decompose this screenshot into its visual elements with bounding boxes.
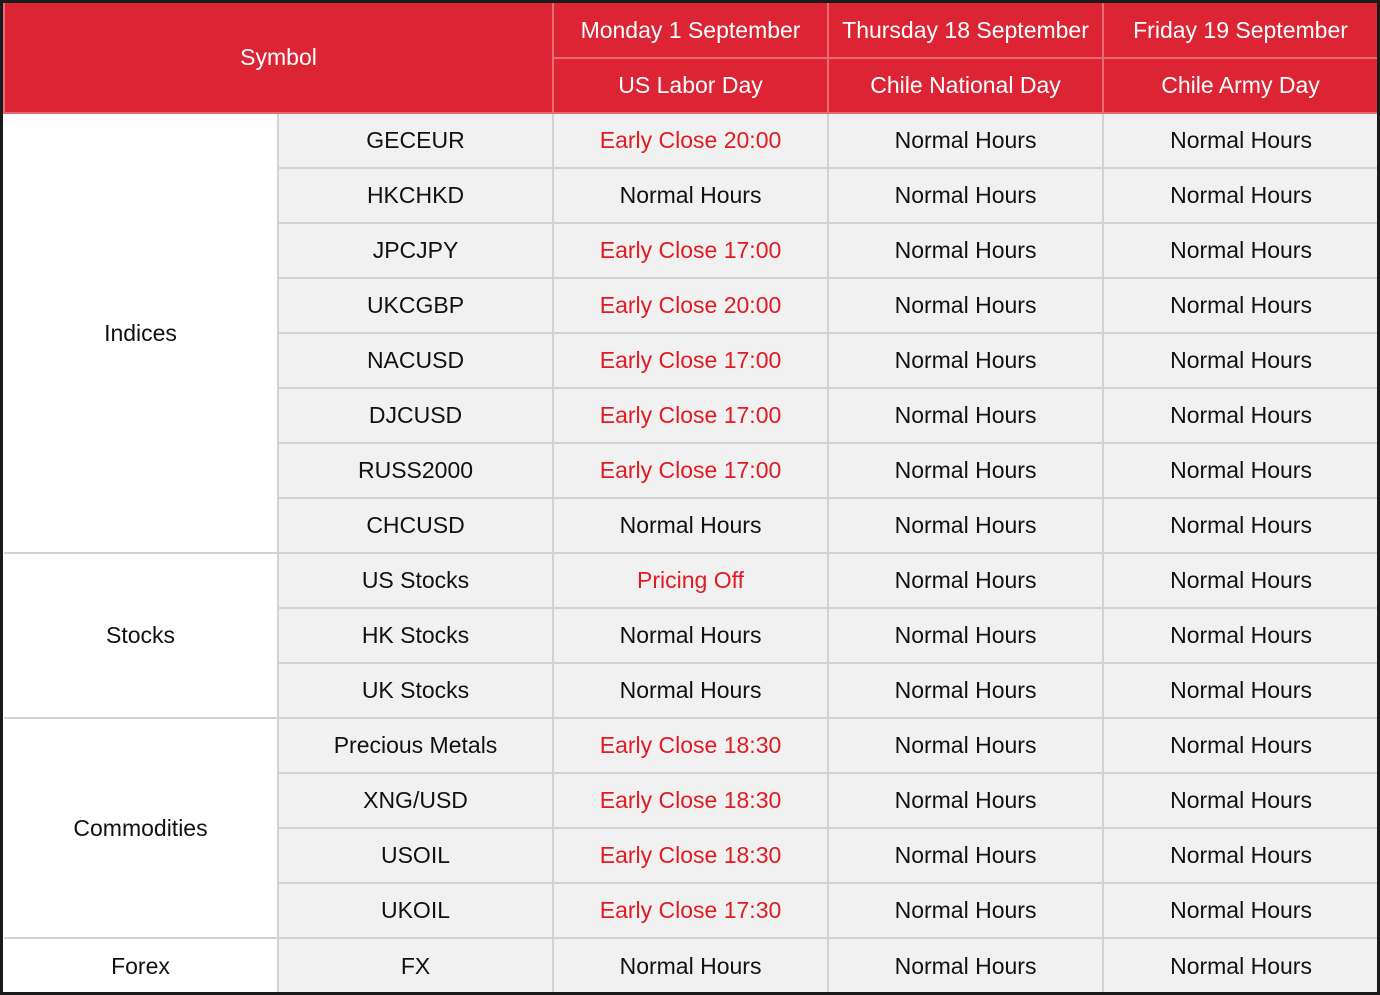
symbol-cell: UK Stocks — [278, 663, 553, 718]
trading-status-cell: Normal Hours — [1103, 388, 1378, 443]
trading-status-cell: Normal Hours — [828, 663, 1103, 718]
trading-status-cell: Early Close 20:00 — [553, 278, 828, 333]
trading-status-cell: Normal Hours — [828, 388, 1103, 443]
trading-status-cell: Normal Hours — [1103, 828, 1378, 883]
trading-status-cell: Normal Hours — [828, 443, 1103, 498]
trading-status-cell: Pricing Off — [553, 553, 828, 608]
symbol-cell: UKCGBP — [278, 278, 553, 333]
trading-status-cell: Normal Hours — [828, 718, 1103, 773]
trading-status-cell: Normal Hours — [553, 938, 828, 993]
table-row — [4, 553, 1378, 608]
trading-status-cell: Normal Hours — [1103, 113, 1378, 168]
category-cell: Indices — [4, 113, 278, 553]
trading-status-cell: Normal Hours — [1103, 278, 1378, 333]
trading-status-cell: Normal Hours — [828, 773, 1103, 828]
trading-status-cell: Normal Hours — [1103, 773, 1378, 828]
trading-status-cell: Early Close 17:00 — [553, 223, 828, 278]
trading-status-cell: Normal Hours — [828, 938, 1103, 993]
trading-status-cell: Early Close 17:30 — [553, 883, 828, 938]
trading-status-cell: Normal Hours — [828, 553, 1103, 608]
holiday-date-header: Monday 1 September — [553, 3, 828, 58]
category-cell: Commodities — [4, 718, 278, 938]
trading-status-cell: Normal Hours — [828, 498, 1103, 553]
trading-status-cell: Normal Hours — [1103, 168, 1378, 223]
table-row — [4, 938, 1378, 993]
trading-status-cell: Normal Hours — [553, 498, 828, 553]
trading-status-cell: Normal Hours — [1103, 663, 1378, 718]
trading-status-cell: Normal Hours — [1103, 718, 1378, 773]
trading-status-cell: Normal Hours — [828, 608, 1103, 663]
trading-status-cell: Normal Hours — [553, 663, 828, 718]
symbol-column-header: Symbol — [4, 3, 553, 113]
trading-status-cell: Normal Hours — [828, 828, 1103, 883]
symbol-cell: XNG/USD — [278, 773, 553, 828]
header-row-dates — [4, 3, 1378, 58]
trading-status-cell: Early Close 17:00 — [553, 443, 828, 498]
symbol-cell: UKOIL — [278, 883, 553, 938]
category-cell: Stocks — [4, 553, 278, 718]
symbol-cell: US Stocks — [278, 553, 553, 608]
symbol-cell: HK Stocks — [278, 608, 553, 663]
holiday-name-header: US Labor Day — [553, 58, 828, 113]
trading-status-cell: Normal Hours — [828, 168, 1103, 223]
symbol-cell: USOIL — [278, 828, 553, 883]
table-body — [4, 113, 1378, 993]
symbol-cell: Precious Metals — [278, 718, 553, 773]
trading-status-cell: Normal Hours — [1103, 553, 1378, 608]
table-row — [4, 113, 1378, 168]
symbol-cell: NACUSD — [278, 333, 553, 388]
trading-status-cell: Normal Hours — [828, 278, 1103, 333]
symbol-cell: RUSS2000 — [278, 443, 553, 498]
holiday-name-header: Chile National Day — [828, 58, 1103, 113]
trading-status-cell: Normal Hours — [1103, 498, 1378, 553]
holiday-name-header: Chile Army Day — [1103, 58, 1378, 113]
symbol-cell: HKCHKD — [278, 168, 553, 223]
symbol-cell: DJCUSD — [278, 388, 553, 443]
trading-status-cell: Early Close 20:00 — [553, 113, 828, 168]
holiday-trading-hours-table — [3, 3, 1379, 993]
holiday-date-header: Friday 19 September — [1103, 3, 1378, 58]
trading-status-cell: Normal Hours — [1103, 608, 1378, 663]
trading-status-cell: Normal Hours — [1103, 938, 1378, 993]
trading-status-cell: Normal Hours — [1103, 883, 1378, 938]
trading-status-cell: Normal Hours — [1103, 443, 1378, 498]
trading-status-cell: Early Close 18:30 — [553, 828, 828, 883]
trading-status-cell: Early Close 18:30 — [553, 773, 828, 828]
trading-status-cell: Normal Hours — [828, 333, 1103, 388]
table-row — [4, 718, 1378, 773]
table-header — [4, 3, 1378, 113]
trading-status-cell: Normal Hours — [828, 113, 1103, 168]
symbol-cell: FX — [278, 938, 553, 993]
trading-status-cell: Normal Hours — [553, 608, 828, 663]
symbol-cell: CHCUSD — [278, 498, 553, 553]
trading-status-cell: Early Close 17:00 — [553, 388, 828, 443]
trading-status-cell: Normal Hours — [828, 883, 1103, 938]
trading-status-cell: Normal Hours — [553, 168, 828, 223]
holiday-date-header: Thursday 18 September — [828, 3, 1103, 58]
symbol-cell: JPCJPY — [278, 223, 553, 278]
symbol-cell: GECEUR — [278, 113, 553, 168]
trading-status-cell: Normal Hours — [1103, 223, 1378, 278]
trading-status-cell: Early Close 18:30 — [553, 718, 828, 773]
trading-status-cell: Early Close 17:00 — [553, 333, 828, 388]
trading-status-cell: Normal Hours — [1103, 333, 1378, 388]
trading-status-cell: Normal Hours — [828, 223, 1103, 278]
category-cell: Forex — [4, 938, 278, 993]
